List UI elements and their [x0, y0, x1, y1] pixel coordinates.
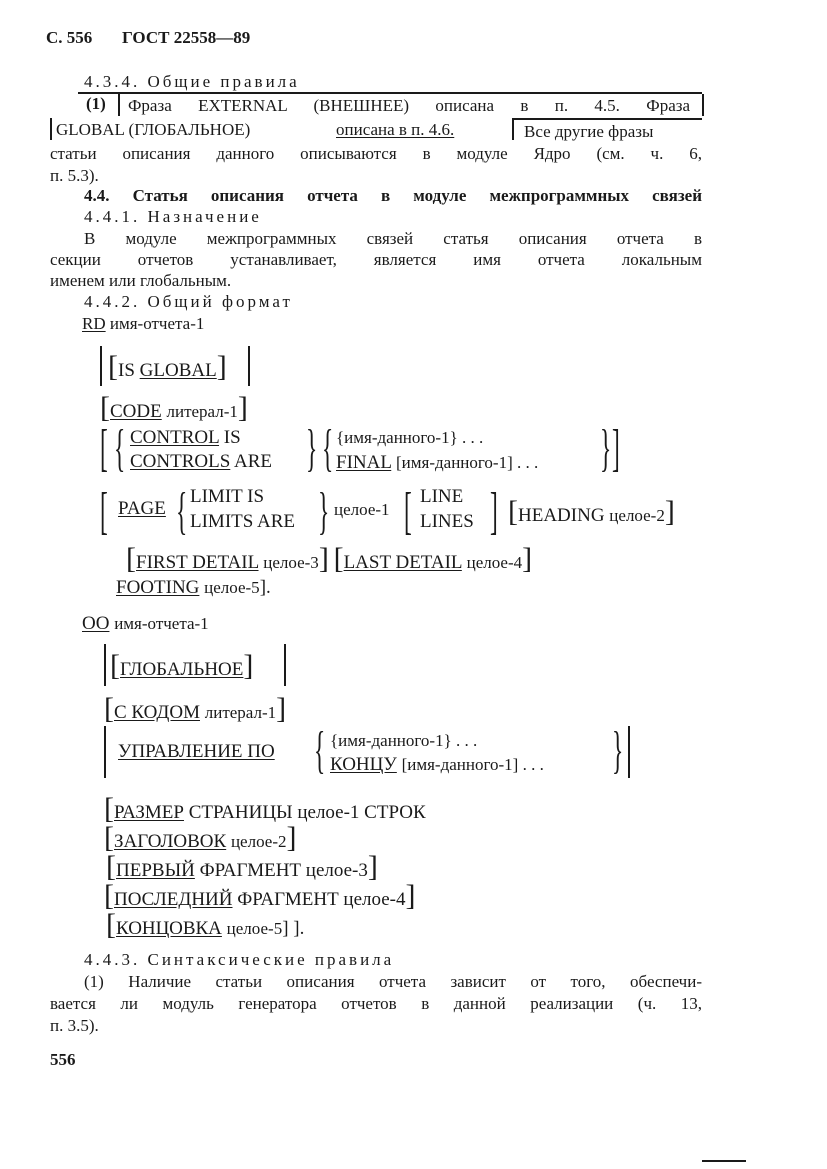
item-number: (1)	[86, 94, 106, 113]
change-box-top-rule	[78, 92, 702, 94]
change-bar	[118, 94, 120, 116]
brace-close: }	[600, 420, 612, 477]
format-header: [ЗАГОЛОВОК целое-2]	[104, 821, 297, 854]
purpose-line-1: В модуле межпрограммных связей статья описания отчета в	[84, 229, 702, 248]
rule-line-3: статьи описания данного описываются в модуле Ядро (см. ч. 6,	[50, 144, 702, 163]
page-mark: С. 556	[46, 28, 93, 47]
section-heading-4-4: 4.4. Статья описания отчета в модуле межпрограммных связей	[84, 186, 702, 205]
format-line: LINE	[420, 486, 464, 507]
change-bar	[284, 644, 286, 686]
format-limits-are: LIMITS ARE	[190, 511, 296, 532]
change-bar	[104, 644, 106, 686]
format-data-name-1: {имя-данного-1} . . .	[336, 428, 484, 447]
rule-line-1: Фраза EXTERNAL (ВНЕШНЕЕ) описана в п. 4.5. Фраза	[128, 96, 690, 115]
bracket-close: ]	[490, 483, 498, 540]
change-bar	[628, 726, 630, 778]
bracket-open: [	[100, 483, 108, 540]
format-lines: LINES	[420, 511, 474, 532]
brace-open: {	[314, 722, 326, 779]
format-first-last-detail: [FIRST DETAIL целое-3] [LAST DETAIL целое-4]	[126, 542, 533, 575]
rule-line-2b: описана в п. 4.6.	[336, 120, 455, 139]
format-page: PAGE	[118, 498, 166, 519]
purpose-line-3: именем или глобальным.	[50, 271, 232, 290]
bracket-close: ]	[612, 420, 620, 477]
syntax-line-3: п. 3.5).	[50, 1016, 99, 1035]
format-code: [CODE литерал-1]	[100, 391, 248, 424]
change-bar	[50, 118, 52, 140]
format-control-is: CONTROL IS	[130, 427, 241, 448]
format-final: FINAL [имя-данного-1] . . .	[336, 452, 539, 473]
bracket-open: [	[100, 420, 108, 477]
bracket-open: [	[404, 483, 412, 540]
format-footing: FOOTING целое-5].	[116, 577, 271, 598]
brace-open: {	[176, 483, 188, 540]
brace-close: }	[612, 722, 624, 779]
format-global-ru: [ГЛОБАЛЬНОЕ]	[110, 649, 254, 682]
format-end-word: КОНЦУ [имя-данного-1] . . .	[330, 754, 544, 775]
change-bar	[512, 118, 514, 140]
change-bar	[248, 346, 250, 386]
purpose-line-2: секции отчетов устанавливает, является имя отчета локальным	[50, 250, 702, 269]
brace-close: }	[306, 420, 318, 477]
rule-line-2a: GLOBAL (ГЛОБАЛЬНОЕ)	[56, 120, 251, 139]
brace-open: {	[114, 420, 126, 477]
format-oo-line: ОО имя-отчета-1	[82, 613, 209, 634]
format-rd-line: RD имя-отчета-1	[82, 314, 205, 333]
format-ru-data-1: {имя-данного-1} . . .	[330, 731, 478, 750]
format-last-fragment: [ПОСЛЕДНИЙ ФРАГМЕНТ целое-4]	[104, 879, 416, 912]
rule-line-4: п. 5.3).	[50, 166, 99, 185]
section-heading-4-3-4: 4.3.4. Общие правила	[84, 72, 300, 91]
change-bar	[100, 346, 102, 386]
brace-open: {	[322, 420, 334, 477]
format-limit-is: LIMIT IS	[190, 486, 265, 507]
format-controls-are: CONTROLS ARE	[130, 451, 272, 472]
standard-number: ГОСТ 22558—89	[122, 28, 251, 47]
format-ending: [КОНЦОВКА целое-5] ].	[106, 908, 305, 941]
rule-line-2c: Все другие фразы	[524, 122, 654, 141]
syntax-line-1: (1) Наличие статьи описания отчета зависит от того, обеспечи-	[84, 972, 702, 991]
format-with-code: [С КОДОМ литерал-1]	[104, 692, 287, 725]
format-control-by: УПРАВЛЕНИЕ ПО	[118, 741, 275, 762]
format-page-size: [РАЗМЕР СТРАНИЦЫ целое-1 СТРОК	[104, 792, 426, 825]
brace-close: }	[318, 483, 330, 540]
subheading-general-format: 4.4.2. Общий формат	[84, 292, 293, 311]
edge-rule	[702, 1160, 746, 1162]
subheading-purpose: 4.4.1. Назначение	[84, 207, 262, 226]
format-first-fragment: [ПЕРВЫЙ ФРАГМЕНТ целое-3]	[106, 850, 378, 883]
format-int-1: целое-1	[334, 500, 390, 519]
syntax-line-2: вается ли модуль генератора отчетов в данной реализации (ч. 13,	[50, 994, 702, 1013]
change-bar	[104, 726, 106, 778]
change-bar	[702, 94, 704, 116]
format-is-global: [IS GLOBAL]	[108, 350, 227, 383]
format-heading: [HEADING целое-2]	[508, 495, 675, 528]
change-box-rule	[512, 118, 702, 120]
section-heading-4-4-3: 4.4.3. Синтаксические правила	[84, 950, 395, 969]
page-number: 556	[50, 1050, 76, 1069]
